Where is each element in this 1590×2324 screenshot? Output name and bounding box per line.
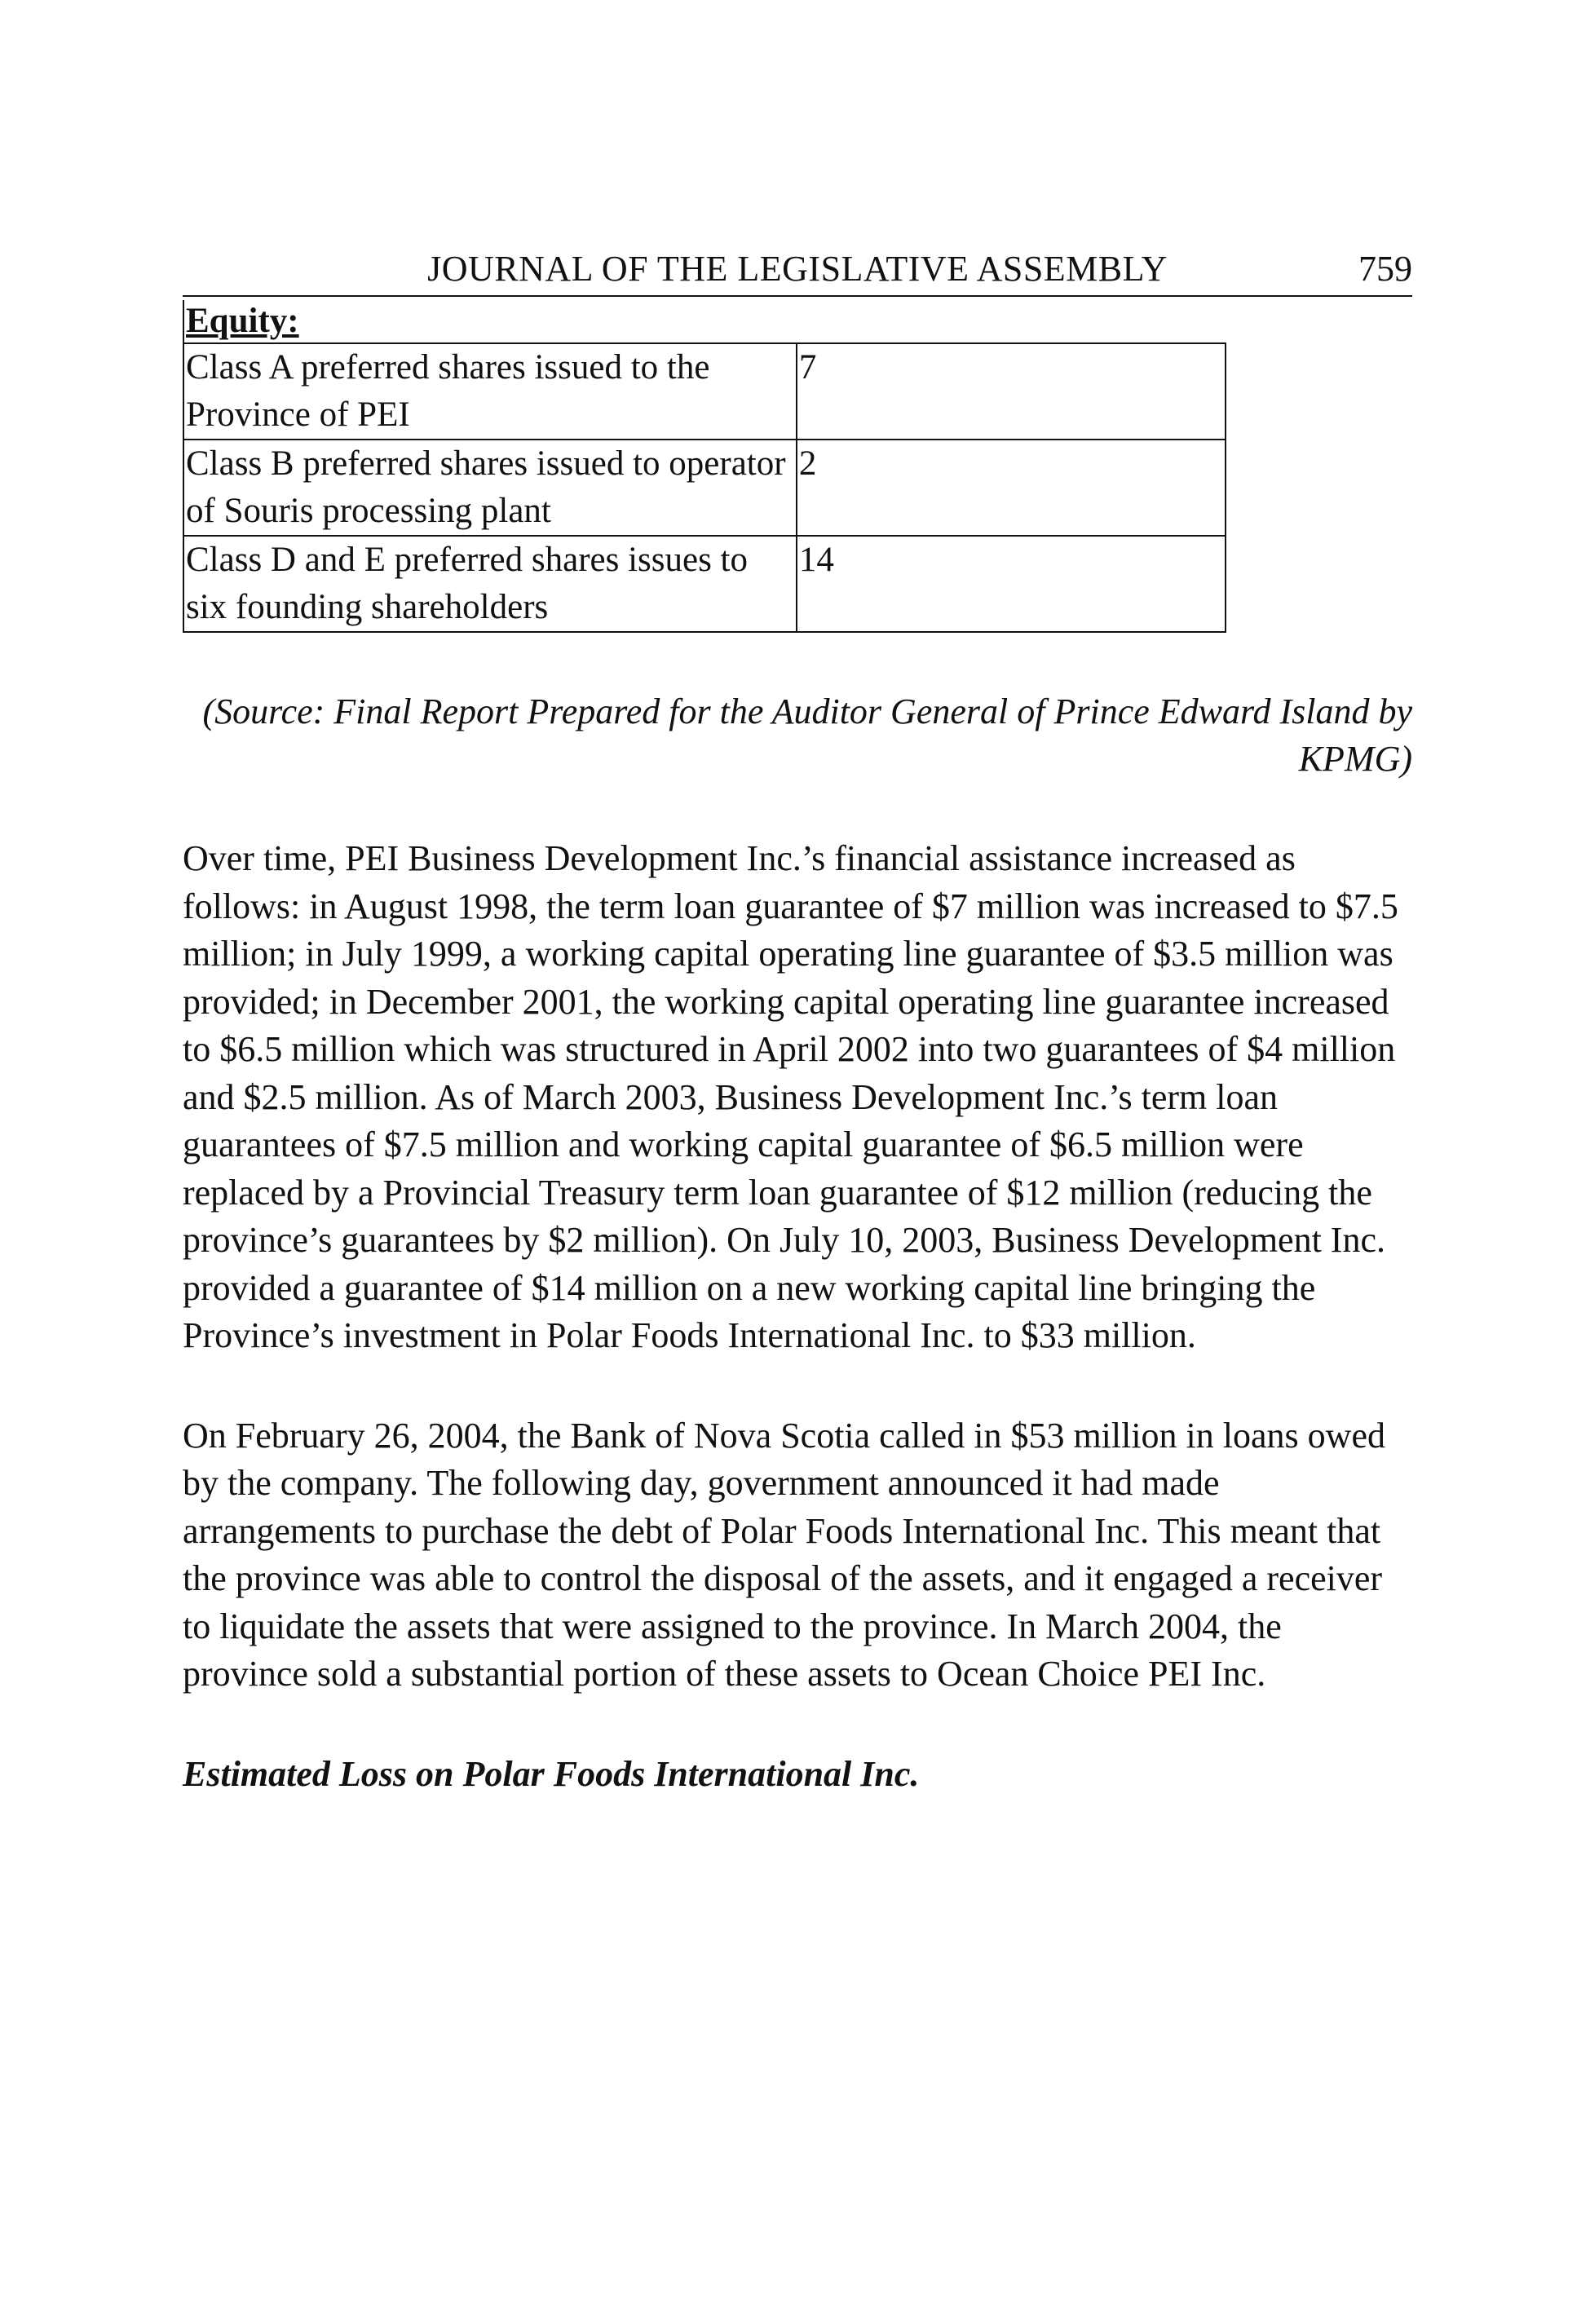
running-header xyxy=(183,245,1412,297)
table-row xyxy=(183,440,1226,536)
row-amount: 14 xyxy=(797,536,1226,632)
source-note: (Source: Final Report Prepared for the Auditor General of Prince Edward Island by KPMG) xyxy=(202,691,1412,779)
equity-table xyxy=(183,342,1226,633)
row-description: Class A preferred shares issued to the Province of PEI xyxy=(183,343,797,440)
document-page xyxy=(183,245,1412,1798)
table-row xyxy=(183,536,1226,632)
running-title: JOURNAL OF THE LEGISLATIVE ASSEMBLY xyxy=(427,249,1168,289)
row-amount: 2 xyxy=(797,440,1226,536)
row-description: Class D and E preferred shares issues to six founding shareholders xyxy=(183,536,797,632)
table-row xyxy=(183,343,1226,440)
page-number: 759 xyxy=(1358,249,1412,289)
body-paragraph: Over time, PEI Business Development Inc.’s financial assistance increased as follows: in August 1998, the term loan guarantee of $7 million was increased to $7.5 million; in July 1999, a working capital operating line guarantee of $3.5 million was provided; in December 2001, the working capital operating line guarantee increased to $6.5 million which was structured in April 2002 into two guarantees of $4 million and $2.5 million. As of March 2003, Business Development Inc.’s term loan guarantees of $7.5 million and working capital guarantee of $6.5 million were replaced by a Provincial Treasury term loan guarantee of $12 million (reducing the province’s guarantees by $2 million). On July 10, 2003, Business Development Inc. provided a guarantee of $14 million on a new working capital line bringing the Province’s investment in Polar Foods International Inc. to $33 million. xyxy=(183,838,1398,1355)
section-heading: Estimated Loss on Polar Foods International Inc. xyxy=(183,1753,920,1794)
row-amount: 7 xyxy=(797,343,1226,440)
equity-heading: Equity: xyxy=(183,300,1412,342)
body-paragraph: On February 26, 2004, the Bank of Nova Scotia called in $53 million in loans owed by the company. The following day, government announced it had made arrangements to purchase the debt of Polar Foods International Inc. This meant that the province was able to control the disposal of the assets, and it engaged a receiver to liquidate the assets that were assigned to the province. In March 2004, the province sold a substantial portion of these assets to Ocean Choice PEI Inc. xyxy=(183,1415,1385,1694)
row-description: Class B preferred shares issued to operator of Souris processing plant xyxy=(183,440,797,536)
